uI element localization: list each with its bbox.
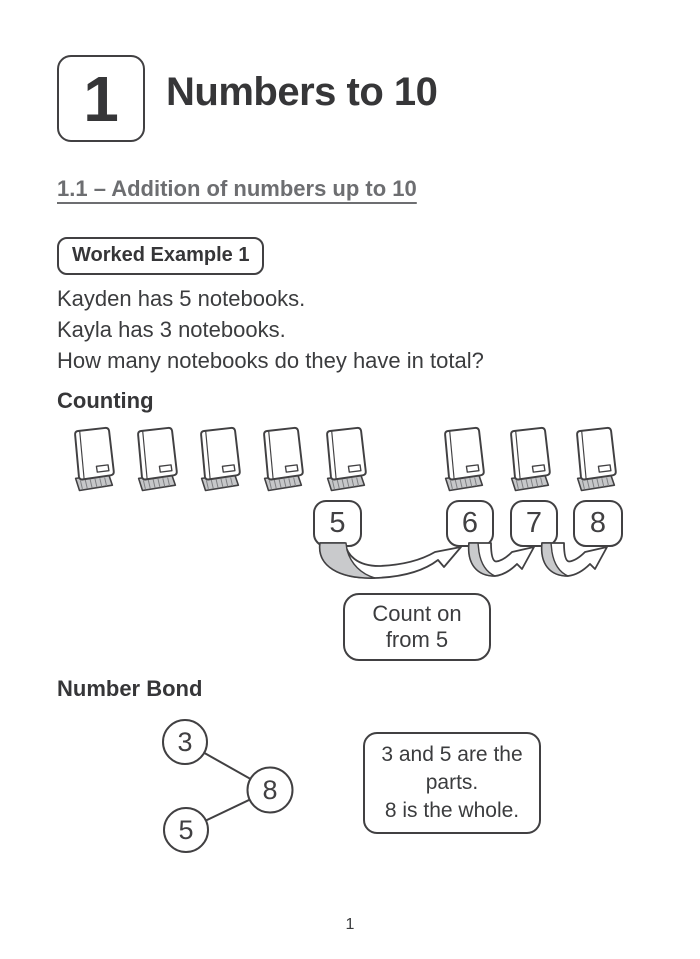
number-box-5: 5 (313, 500, 362, 547)
problem-line: Kayla has 3 notebooks. (57, 317, 286, 342)
chapter-title: Numbers to 10 (166, 70, 438, 114)
note-line: 8 is the whole. (384, 799, 520, 822)
count-on-arrows-icon (295, 542, 635, 582)
counting-heading: Counting (57, 388, 154, 413)
note-line: parts. (425, 771, 479, 794)
number-bond-diagram (150, 705, 320, 855)
worked-example-badge: Worked Example 1 (57, 237, 264, 275)
parts-whole-note (363, 732, 541, 834)
notebook-icon (500, 424, 560, 498)
chapter-number-box (57, 55, 145, 142)
notebook-icon (566, 424, 626, 498)
problem-line: Kayden has 5 notebooks. (57, 286, 306, 311)
callout-line: Count on (372, 601, 462, 626)
notebook-icon (64, 424, 124, 498)
note-line: 3 and 5 are the (381, 743, 523, 766)
bond-whole-value: 8 (262, 775, 278, 805)
notebook-group-2 (434, 424, 626, 498)
number-box-7: 7 (510, 500, 558, 547)
notebook-icon (253, 424, 313, 498)
callout-line: from 5 (385, 627, 449, 652)
notebook-icon (127, 424, 187, 498)
section-heading: 1.1 – Addition of numbers up to 10 (57, 176, 417, 201)
bond-part-value: 3 (177, 727, 193, 757)
notebook-icon (190, 424, 250, 498)
count-on-callout (343, 593, 491, 661)
number-box-6: 6 (446, 500, 494, 547)
problem-line: How many notebooks do they have in total? (57, 348, 484, 373)
bond-part-value: 5 (178, 815, 194, 845)
notebook-group-1 (64, 424, 376, 498)
notebook-icon (316, 424, 376, 498)
number-bond-heading: Number Bond (57, 676, 203, 701)
problem-text (57, 283, 484, 376)
notebook-icon (434, 424, 494, 498)
number-box-8: 8 (573, 500, 623, 547)
page-number: 1 (345, 916, 355, 933)
chapter-number: 1 (83, 62, 119, 135)
